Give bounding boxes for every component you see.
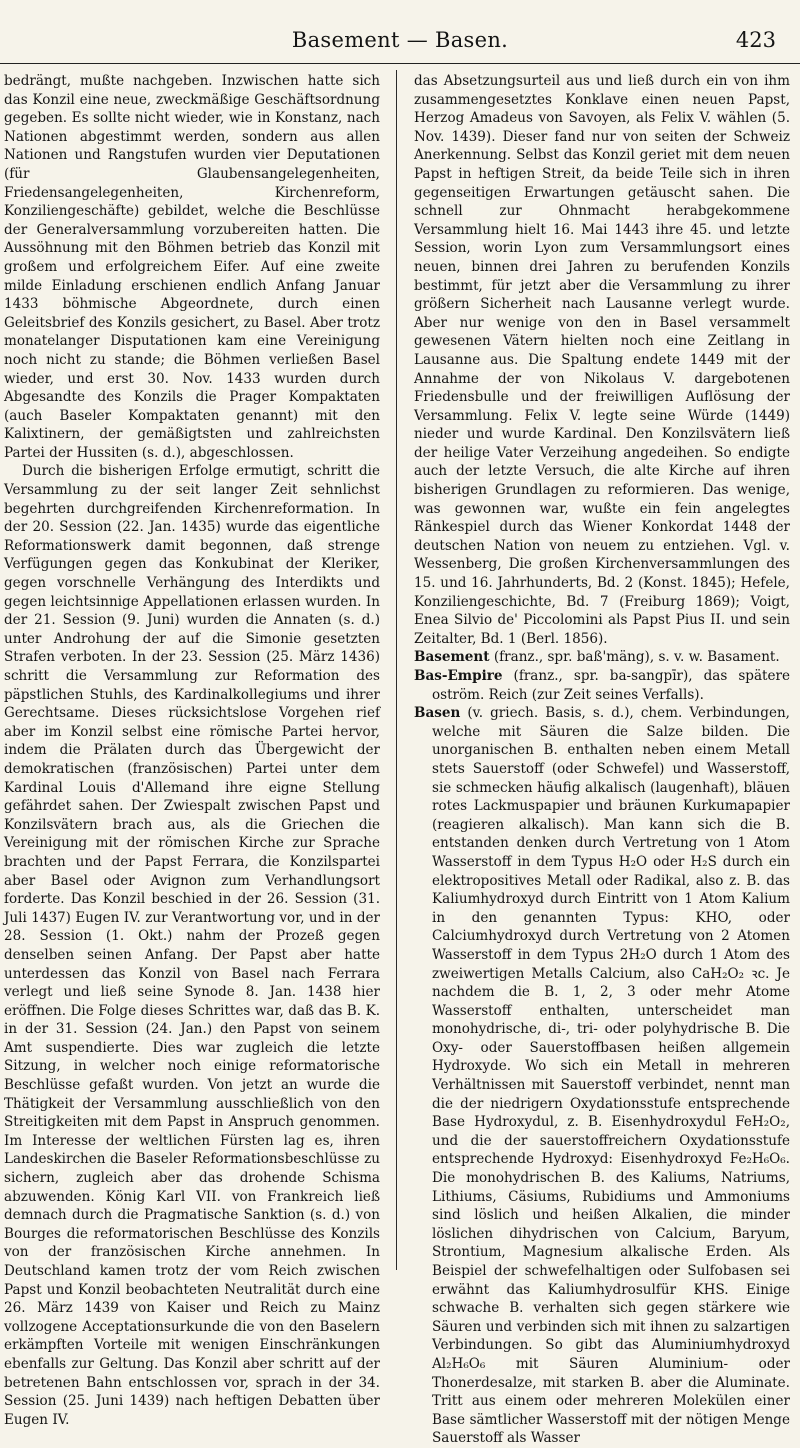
- entry-headword: Bas-Empire: [414, 668, 503, 684]
- entry-basen: [414, 704, 790, 1448]
- entry-headword: Basement: [414, 649, 490, 666]
- entry-headword: Basen: [414, 705, 461, 722]
- left-column: [4, 72, 380, 1428]
- right-column: [414, 72, 790, 1447]
- column-divider: [396, 70, 397, 1270]
- entry-text: (franz., spr. baß'mäng), s. v. w. Basament.: [489, 649, 780, 666]
- left-paragraph-2: Durch die bisherigen Erfolge ermutigt, schritt die Versammlung zu der seit langer Zeit sehnlichst begehrten durchgreifenden Kirchenreformation. In der 20. Session (22. Jan. 1435) wurde das eigentliche Reformationswerk damit begonnen, daß strenge Verfügungen gegen das Konkubinat der Kleriker, gegen vorschnelle Verhängung des Interdikts und gegen leichtsinnige Appellationen erlassen wurden. In der 21. Session (9. Juni) wurden die Annaten (s. d.) unter Androhung der auf die Simonie gesetzten Strafen verboten. In der 23. Session (25. März 1436) schritt die Versammlung zur Reformation des päpstlichen Stuhls, des Kardinalkollegiums und ihrer Gerechtsame. Dieses rücksichtslose Vorgehen rief aber im Konzil selbst eine römische Partei hervor, indem die Prälaten durch das Übergewicht der demokratischen (französischen) Partei unter dem Kardinal Louis d'Allemand ihre eigne Stellung gefährdet sahen. Der Zwiespalt zwischen Papst und Konzilsvätern brach aus, als die Griechen die Vereinigung mit der römischen Kirche zur Sprache brachten und der Papst Ferrara, die Konzilspartei aber Basel oder Avignon zum Verhandlungsort forderte. Das Konzil beschied in der 26. Session (31. Juli 1437) Eugen IV. zur Verantwortung vor, und in der 28. Session (1. Okt.) nahm der Prozeß gegen denselben seinen Anfang. Der Papst aber hatte unterdessen das Konzil von Basel nach Ferrara verlegt und ließ seine Synode 8. Jan. 1438 hier eröffnen. Die Folge dieses Schrittes war, daß das B. K. in der 31. Session (24. Jan.) den Papst von seinem Amt suspendierte. Dies war zugleich die letzte Sitzung, in welcher noch einige reformatorische Beschlüsse gefaßt wurden. Von jetzt an wurde die Thätigkeit der Versammlung ausschließlich von den Streitigkeiten mit dem Papst in Anspruch genommen. Im Interesse der weltlichen Fürsten lag es, ihren Landeskirchen die Baseler Reformationsbeschlüsse zu sichern, zugleich aber das drohende Schisma abzuwenden. König Karl VII. von Frankreich ließ demnach durch die Pragmatische Sanktion (s. d.) von Bourges die reformatorischen Beschlüsse des Konzils von der französischen Kirche annehmen. In Deutschland kamen trotz der vom Reich zwischen Papst und Konzil beobachteten Neutralität durch eine 26. März 1439 von Kaiser und Reich zu Mainz vollzogene Acceptationsurkunde die von den Baselern erkämpften Vorteile mit wenigen Einschränkungen ebenfalls zur Geltung. Das Konzil aber schritt auf der betretenen Bahn entschlossen vor, sprach in der 34. Session (25. Juni 1439) nach heftigen Debatten über Eugen IV.: [4, 463, 380, 1428]
- running-head: Basement — Basen.: [291, 28, 509, 52]
- entry-basement: [414, 648, 790, 667]
- right-paragraph-1: das Absetzungsurteil aus und ließ durch ein von ihm zusammengesetztes Konklave einen neuen Papst, Herzog Amadeus von Savoyen, als Felix V. wählen (5. Nov. 1439). Dieser fand nur von seiten der Schweiz Anerkennung. Selbst das Konzil geriet mit dem neuen Papst in heftigen Streit, da beide Teile sich in ihren gegenseitigen Erwartungen getäuscht sahen. Die schnell zur Ohnmacht herabgekommene Versammlung hielt 16. Mai 1443 ihre 45. und letzte Session, worin Lyon zum Versammlungsort eines neuen, binnen drei Jahren zu berufenden Konzils bestimmt, für jetzt aber die Versammlung zu ihrer größern Sicherheit nach Lausanne verlegt wurde. Aber nur wenige von den in Basel versammelt gewesenen Vätern hielten noch eine Zeitlang in Lausanne aus. Die Spaltung endete 1449 mit der Annahme der von Nikolaus V. dargebotenen Friedensbulle und der freiwilligen Auflösung der Versammlung. Felix V. legte seine Würde (1449) nieder und wurde Kardinal. Den Konzilsvätern ließ der heilige Vater Verzeihung angedeihen. So endigte auch der letzte Versuch, die alte Kirche auf ihren bisherigen Grundlagen zu reformieren. Das wenige, was gewonnen war, wußte ein fein angelegtes Ränkespiel durch das Wiener Konkordat 1448 der deutschen Nation von neuem zu entziehen. Vgl. v. Wessenberg, Die großen Kirchenversammlungen des 15. und 16. Jahrhunderts, Bd. 2 (Konst. 1845); Hefele, Konziliengeschichte, Bd. 7 (Freiburg 1869); Voigt, Enea Silvio de' Piccolomini als Papst Pius II. und sein Zeitalter, Bd. 1 (Berl. 1856).: [414, 73, 790, 647]
- left-paragraph-1: bedrängt, mußte nachgeben. Inzwischen hatte sich das Konzil eine neue, zweckmäßige Geschäftsordnung gegeben. Es sollte nicht wieder, wie in Konstanz, nach Nationen abgestimmt werden, sondern aus allen Nationen und Rangstufen wurden vier Deputationen (für Glaubensangelegenheiten, Friedensangelegenheiten, Kirchenreform, Konziliengeschäfte) gebildet, welche die Beschlüsse der Generalversammlung vorzubereiten hatten. Die Aussöhnung mit den Böhmen betrieb das Konzil mit großem und erfolgreichem Eifer. Auf eine zweite milde Einladung erschienen endlich Anfang Januar 1433 böhmische Abgeordnete, durch einen Geleitsbrief des Konzils gesichert, zu Basel. Aber trotz monatelanger Disputationen kam eine Vereinigung noch nicht zu stande; die Böhmen verließen Basel wieder, und erst 30. Nov. 1433 wurden durch Abgesandte des Konzils die Prager Kompaktaten (auch Baseler Kompaktaten genannt) mit den Kalixtinern, der gemäßigtsten und zahlreichsten Partei der Hussiten (s. d.), abgeschlossen.: [4, 73, 380, 461]
- entry-text: (v. griech. Basis, s. d.), chem. Verbindungen, welche mit Säuren die Salze bilden. Die unorganischen B. enthalten neben einem Metall stets Sauerstoff (oder Schwefel) und Wasserstoff, sie schmecken häufig alkalisch (laugenhaft), bläuen rotes Lackmuspapier und bräunen Kurkumapapier (reagieren alkalisch). Man kann sich die B. entstanden denken durch Vertretung von 1 Atom Wasserstoff in dem Typus H₂O oder H₂S durch ein elektropositives Metall oder Radikal, also z. B. das Kaliumhydroxyd durch Eintritt von 1 Atom Kalium in den genannten Typus: KHO, oder Calciumhydroxyd durch Vertretung von 2 Atomen Wasserstoff in dem Typus 2H₂O durch 1 Atom des zweiwertigen Metalls Calcium, also CaH₂O₂ ꝛc. Je nachdem die B. 1, 2, 3 oder mehr Atome Wasserstoff enthalten, unterscheidet man monohydrische, di-, tri- oder polyhydrische B. Die Oxy- oder Sauerstoffbasen heißen allgemein Hydroxyde. Wo sich ein Metall in mehreren Verhältnissen mit Sauerstoff verbindet, nennt man die der niedrigern Oxydationsstufe entsprechende Base Hydroxydul, z. B. Eisenhydroxydul FeH₂O₂, und die der sauerstoffreichern Oxydationsstufe entsprechende Hydroxyd: Eisenhydroxyd Fe₂H₆O₆. Die monohydrischen B. des Kaliums, Natriums, Lithiums, Cäsiums, Rubidiums und Ammoniums sind löslich und heißen Alkalien, die minder löslichen dihydrischen von Calcium, Baryum, Strontium, Magnesium alkalische Erden. Als Beispiel der schwefelhaltigen oder Sulfobasen sei erwähnt das Kaliumhydrosulfür KHS. Einige schwache B. verhalten sich gegen stärkere wie Säuren und verbinden sich mit ihnen zu salzartigen Verbindungen. So gibt das Aluminiumhydroxyd Al₂H₆O₆ mit Säuren Aluminium- oder Thonerdesalze, mit starken B. aber die Aluminate. Tritt aus einem oder mehreren Molekülen einer Base sämtlicher Wasserstoff mit der nötigen Menge Sauerstoff als Wasser: [432, 705, 790, 1447]
- page-header: [0, 0, 800, 64]
- page-number: 423: [735, 28, 776, 52]
- entry-text: (franz., spr. ba-sangpīr), das spätere oström. Reich (zur Zeit seines Verfalls).: [432, 668, 790, 703]
- entry-bas-empire: [414, 667, 790, 704]
